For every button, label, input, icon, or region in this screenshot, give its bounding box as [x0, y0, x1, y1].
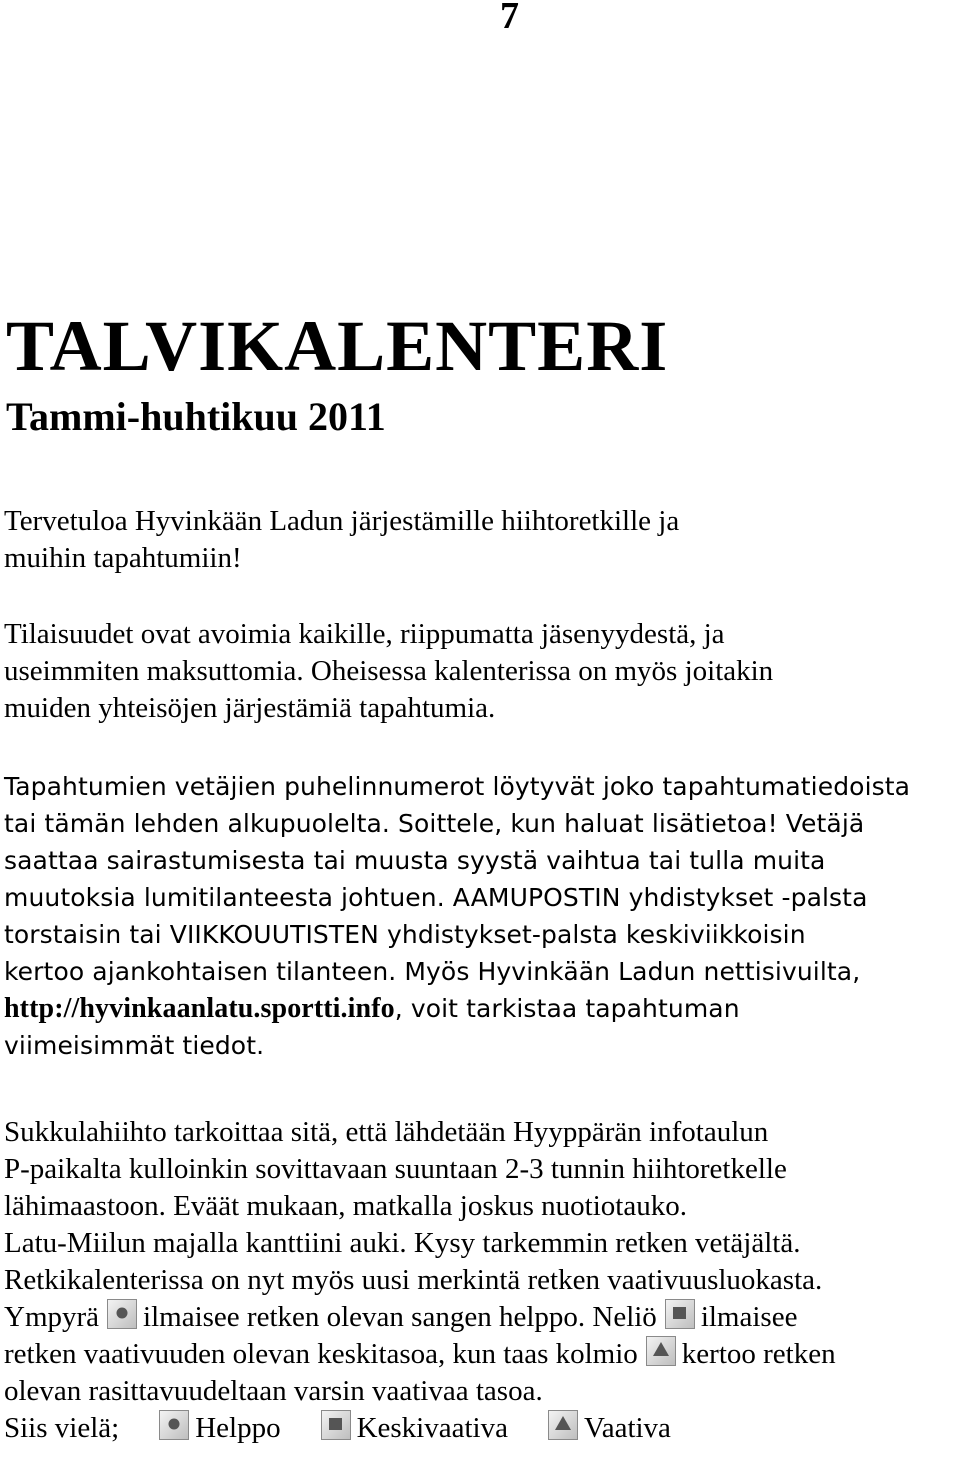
contacts-line-rest: , voit tarkistaa tapahtuman: [394, 994, 740, 1023]
open-events-line: Tilaisuudet ovat avoimia kaikille, riippumatta jäsenyydestä, ja: [4, 618, 725, 650]
page-subtitle: Tammi-huhtikuu 2011: [6, 394, 386, 439]
legend-easy-label: Helppo: [195, 1412, 281, 1444]
contacts-line: kertoo ajankohtaisen tilanteen. Myös Hyvinkään Ladun nettisivuilta,: [4, 957, 861, 986]
triangle-symbol-icon: [548, 1410, 578, 1440]
sukkula-text: ilmaisee retken olevan sangen helppo. Neliö: [143, 1301, 657, 1333]
contacts-line: saattaa sairastumisesta tai muusta syystä vaihtua tai tulla muita: [4, 846, 826, 875]
page-title: TALVIKALENTERI: [6, 306, 669, 386]
intro-paragraph: [4, 503, 954, 577]
legend-hard-label: Vaativa: [583, 1412, 671, 1444]
legend-medium-label: Keskivaativa: [356, 1412, 508, 1444]
page-number: 7: [500, 0, 519, 37]
sukkula-line: [4, 1336, 954, 1373]
circle-symbol-icon: [107, 1299, 137, 1329]
triangle-symbol-icon: [646, 1336, 676, 1366]
sukkula-line: P-paikalta kulloinkin sovittavaan suuntaan 2-3 tunnin hiihtoretkelle: [4, 1153, 787, 1185]
contacts-line: viimeisimmät tiedot.: [4, 1031, 265, 1060]
contacts-line: muutoksia lumitilanteesta johtuen. AAMUPOSTIN yhdistykset -palsta: [4, 883, 868, 912]
sukkula-text: kertoo retken: [681, 1338, 836, 1370]
contacts-line: Tapahtumien vetäjien puhelinnumerot löytyvät joko tapahtumatiedoista: [4, 772, 911, 801]
circle-symbol-icon: [159, 1410, 189, 1440]
sukkula-text: ilmaisee: [700, 1301, 798, 1333]
sukkula-text: retken vaativuuden olevan keskitasoa, kun taas kolmio: [4, 1338, 638, 1370]
open-events-line: useimmiten maksuttomia. Oheisessa kalenterissa on myös joitakin: [4, 655, 774, 687]
legend-line: [4, 1410, 954, 1447]
contacts-line: tai tämän lehden alkupuolelta. Soittele, kun haluat lisätietoa! Vetäjä: [4, 809, 865, 838]
open-events-paragraph: [4, 616, 954, 727]
square-symbol-icon: [665, 1299, 695, 1329]
intro-line: Tervetuloa Hyvinkään Ladun järjestämille hiihtoretkille ja: [4, 505, 680, 537]
intro-line: muihin tapahtumiin!: [4, 542, 242, 574]
contacts-line: [4, 990, 954, 1027]
sukkula-line: lähimaastoon. Eväät mukaan, matkalla joskus nuotiotauko.: [4, 1190, 687, 1222]
sukkula-line: olevan rasittavuudeltaan varsin vaativaa tasoa.: [4, 1375, 543, 1407]
open-events-line: muiden yhteisöjen järjestämiä tapahtumia.: [4, 692, 496, 724]
sukkula-line: Sukkulahiihto tarkoittaa sitä, että lähdetään Hyyppärän infotaulun: [4, 1116, 769, 1148]
sukkula-line: Latu-Miilun majalla kanttiini auki. Kysy tarkemmin retken vetäjältä.: [4, 1227, 801, 1259]
sukkula-line: [4, 1299, 954, 1336]
square-symbol-icon: [321, 1410, 351, 1440]
website-link[interactable]: http://hyvinkaanlatu.sportti.info: [4, 993, 395, 1024]
contacts-paragraph: [4, 768, 954, 1064]
legend-intro: Siis vielä;: [4, 1412, 120, 1444]
contacts-line: torstaisin tai VIIKKOUUTISTEN yhdistykset-palsta keskiviikkoisin: [4, 920, 806, 949]
sukkula-line: Retkikalenterissa on nyt myös uusi merkintä retken vaativuusluokasta.: [4, 1264, 823, 1296]
sukkula-paragraph: [4, 1114, 954, 1447]
sukkula-text: Ympyrä: [4, 1301, 100, 1333]
